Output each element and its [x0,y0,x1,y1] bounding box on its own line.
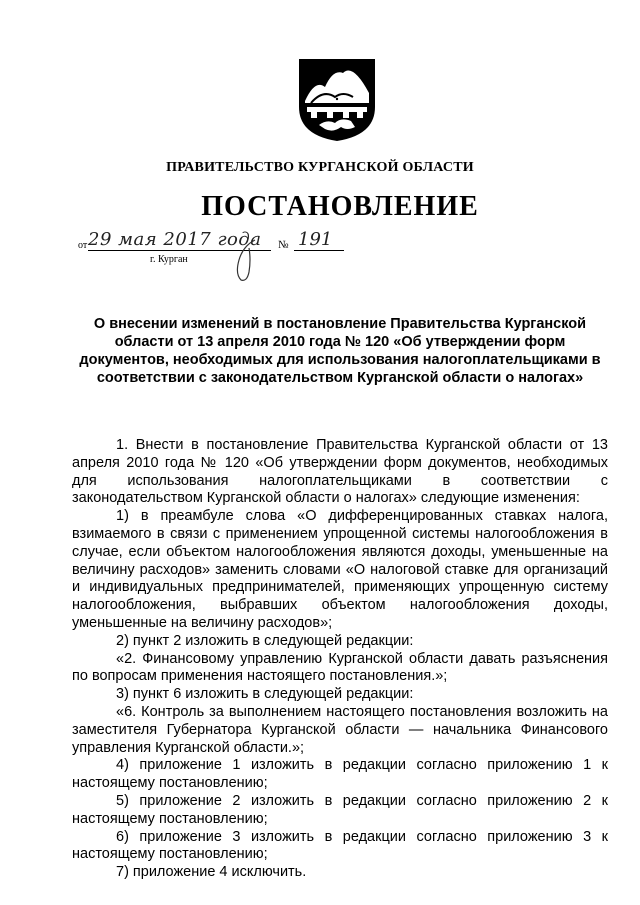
paragraph: 3) пункт 6 изложить в следующей редакции: [116,686,414,703]
number-prefix: № [278,239,289,251]
city-label: г. Курган [150,254,188,265]
paragraph: «6. Контроль за выполнением настоящего постановления возложить на заместителя Губернатора Курганской области — начальника Финансового управления Курганской области.»; [72,703,608,756]
coat-of-arms-icon [297,57,377,143]
document-type: ПОСТАНОВЛЕНИЕ [201,191,479,222]
date-prefix: от [78,240,88,251]
paragraph: 2) пункт 2 изложить в следующей редакции: [116,632,414,649]
paragraph: 1. Внести в постановление Правительства Курганской области от 13 апреля 2010 года № 120 «Об утверждении форм документов, необходимых для использования налогоплательщиками в соответствии с законодательством Курганской области о налогах» следующие изменения: [72,437,608,507]
paragraph: «2. Финансовому управлению Курганской области давать разъяснения по вопросам применения настоящего постановления.»; [72,650,608,685]
paragraph: 6) приложение 3 изложить в редакции согласно приложению 3 к настоящему постановлению; [72,828,608,863]
government-name: ПРАВИТЕЛЬСТВО КУРГАНСКОЙ ОБЛАСТИ [166,160,474,175]
date-value: 29 мая 2017 года [88,229,262,250]
paragraph: 5) приложение 2 изложить в редакции согласно приложению 2 к настоящему постановлению; [72,792,608,827]
paragraph: 4) приложение 1 изложить в редакции согласно приложению 1 к настоящему постановлению; [72,757,608,792]
paragraph: 7) приложение 4 исключить. [116,864,307,881]
number-underline [294,250,344,251]
document-body [72,437,608,882]
document-number: 191 [298,229,333,250]
signature-mark [225,238,265,283]
document-title: О внесении изменений в постановление Правительства Курганской области от 13 апреля 2010 года № 120 «Об утверждении форм документов, необходимых для использования налогоплательщиками в соответствии с законодательством Курганской области о налогах» [79,316,601,386]
paragraph: 1) в преамбуле слова «О дифференцированных ставках налога, взимаемого в связи с применением упрощенной системы налогообложения в случае, если объектом налогообложения являются доходы, уменьшенные на величину расходов» заменить словами «О налоговой ставке для организаций и индивидуальных предпринимателей, применяющих упрощенную систему налогообложения, выбравших объектом налогообложения доходы, уменьшенные на величину расходов»; [72,508,608,631]
